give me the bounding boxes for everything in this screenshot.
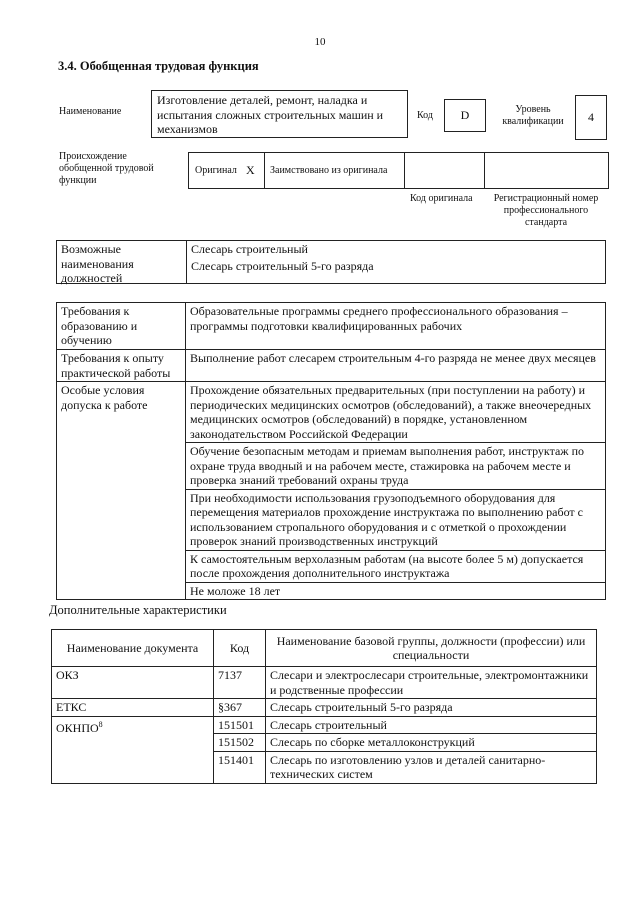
position-2: Слесарь строительный 5-го разряда (191, 259, 374, 273)
section-title: 3.4. Обобщенная трудовая функция (58, 59, 259, 73)
doc-cell: ЕТКС (52, 699, 214, 717)
name-cell: Слесарь по изготовлению узлов и деталей санитарно-технических систем (266, 751, 597, 783)
table-row (57, 382, 606, 443)
table-row (52, 699, 597, 717)
req-value: Выполнение работ слесарем строительным 4-го разряда не менее двух месяцев (186, 350, 606, 382)
origin-label: Происхождение обобщенной трудовой функции (59, 151, 154, 186)
req-value: Образовательные программы среднего профессионального образования – программы подготовки квалифицированных рабочих (186, 303, 606, 350)
code-value: D (460, 108, 470, 122)
original-mark: X (246, 163, 255, 177)
name-value: Изготовление деталей, ремонт, наладка и испытания сложных строительных машин и механизмов (157, 93, 384, 136)
req-label: Требования к опыту практической работы (57, 350, 186, 382)
borrowed-label: Заимствовано из оригинала (270, 165, 388, 176)
divider (404, 153, 405, 188)
level-value: 4 (588, 110, 594, 124)
col-header-doc: Наименование документа (52, 630, 214, 667)
divider (186, 241, 187, 283)
name-value-box (151, 90, 408, 138)
divider (484, 153, 485, 188)
origin-box (188, 152, 609, 189)
code-cell: 151501 (214, 716, 266, 734)
original-label: Оригинал (195, 165, 237, 176)
positions-box (56, 240, 606, 284)
code-original-caption: Код оригинала (410, 193, 473, 204)
req-value: Обучение безопасным методам и приемам выполнения работ, инструктаж по охране труда вводный и на рабочем месте, стажировка на рабочем месте и проверка знаний требований охраны труда (186, 443, 606, 490)
table-row (57, 350, 606, 382)
table-header-row (52, 630, 597, 667)
name-label: Наименование (59, 106, 122, 117)
table-row (52, 716, 597, 734)
additional-title: Дополнительные характеристики (49, 603, 227, 617)
doc-cell (52, 716, 214, 783)
col-header-code: Код (214, 630, 266, 667)
divider (264, 153, 265, 188)
code-cell: 151401 (214, 751, 266, 783)
code-cell: 7137 (214, 667, 266, 699)
code-cell: 151502 (214, 734, 266, 752)
table-row (52, 667, 597, 699)
col-header-name: Наименование базовой группы, должности (профессии) или специальности (266, 630, 597, 667)
level-value-box (575, 95, 607, 140)
doc-cell: ОКЗ (52, 667, 214, 699)
doc-text: ОКНПО (56, 720, 99, 735)
req-value: Не моложе 18 лет (186, 582, 606, 600)
req-label: Требования к образованию и обучению (57, 303, 186, 350)
additional-table (51, 629, 597, 784)
req-label: Особые условия допуска к работе (57, 382, 186, 600)
req-value: При необходимости использования грузоподъемного оборудования для перемещения материалов прохождение инструктажа по выполнению работ с использованием стропального оборудования и с отметкой о прохождении проверок знаний производственных инструкций (186, 489, 606, 550)
position-1: Слесарь строительный (191, 242, 308, 256)
positions-label: Возможные наименования должностей (61, 242, 134, 285)
req-value: Прохождение обязательных предварительных (при поступлении на работу) и периодических медицинских осмотров (обследований), а также внеочередных медицинских осмотров (обследований) в порядке, установленном законодательством Российской Федерации (186, 382, 606, 443)
footnote-ref: 8 (98, 719, 103, 729)
requirements-table (56, 302, 606, 600)
level-label: Уровень квалификации (502, 104, 564, 127)
code-value-box (444, 99, 486, 132)
table-row (57, 303, 606, 350)
name-cell: Слесари и электрослесари строительные, электромонтажники и родственные профессии (266, 667, 597, 699)
req-value: К самостоятельным верхолазным работам (на высоте более 5 м) допускается после прохождения дополнительного инструктажа (186, 550, 606, 582)
page-number: 10 (314, 36, 326, 48)
name-cell: Слесарь строительный 5-го разряда (266, 699, 597, 717)
code-cell: §367 (214, 699, 266, 717)
reg-number-caption: Регистрационный номер профессионального стандарта (493, 193, 599, 228)
name-cell: Слесарь строительный (266, 716, 597, 734)
name-cell: Слесарь по сборке металлоконструкций (266, 734, 597, 752)
code-label: Код (417, 110, 433, 121)
